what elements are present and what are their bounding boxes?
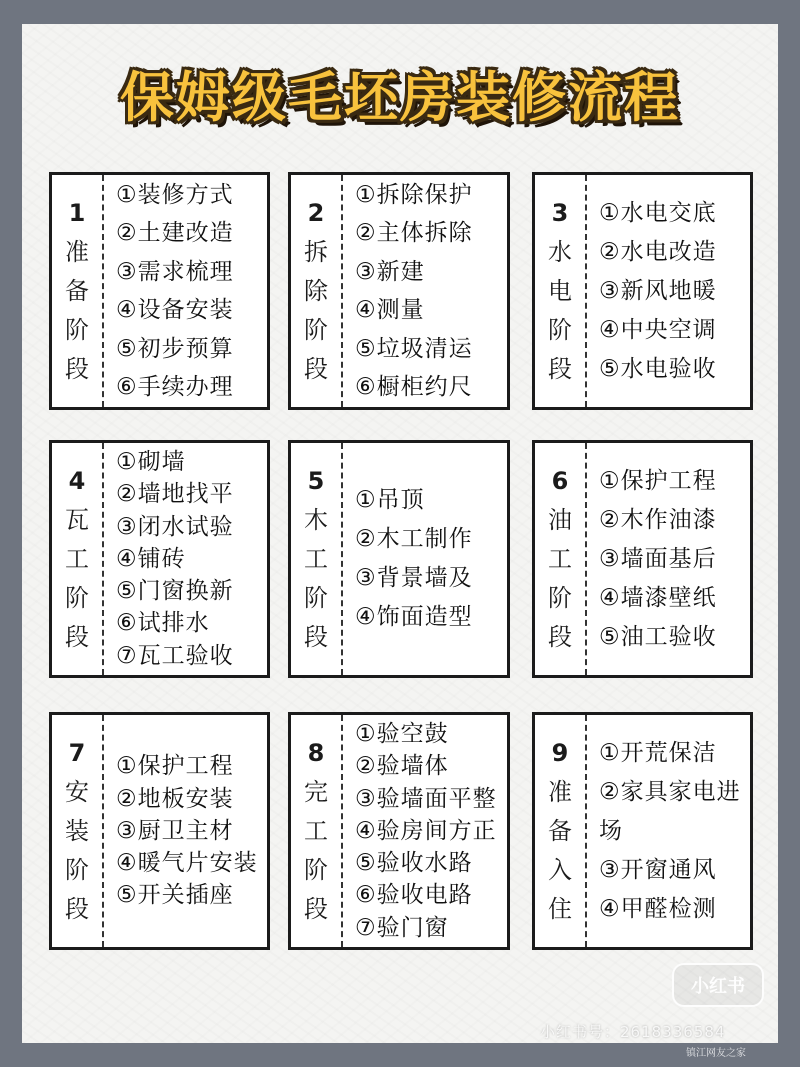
watermark-id: 小红书号：2618336584 [540, 1023, 726, 1041]
stage-label [535, 443, 587, 675]
stage-name-char: 备 [65, 276, 89, 305]
stage-items [116, 715, 263, 947]
stage-name-char: 段 [548, 622, 572, 651]
stage-item: ①开荒保洁 [599, 739, 717, 766]
stage-number: 8 [307, 738, 325, 767]
stage-card-6 [532, 440, 753, 678]
stage-item: ③闭水试验 [116, 513, 234, 540]
stage-label [535, 715, 587, 947]
stage-name-char: 段 [548, 354, 572, 383]
stage-items [116, 443, 263, 675]
stage-name-char: 除 [304, 276, 328, 305]
stage-item: ①保护工程 [116, 753, 234, 780]
stage-number: 6 [551, 466, 569, 495]
stage-number: 5 [307, 466, 325, 495]
stage-label [52, 443, 104, 675]
stage-item: ②主体拆除 [355, 220, 473, 246]
stage-item: ⑤水电验收 [599, 355, 717, 382]
stage-number: 7 [68, 738, 86, 767]
stage-item: ②木作油漆 [599, 506, 717, 533]
stage-name-char: 阶 [304, 315, 328, 344]
stage-item: ⑤门窗换新 [116, 578, 234, 605]
stage-item: ①水电交底 [599, 199, 717, 226]
stage-name-char: 油 [548, 505, 572, 534]
stage-item: ③新风地暖 [599, 277, 717, 304]
stage-item: ③需求梳理 [116, 258, 234, 285]
stage-item: ④铺砖 [116, 545, 186, 572]
stage-item: ②验墙体 [355, 753, 449, 780]
stage-items [116, 175, 263, 407]
stage-name-char: 工 [304, 816, 328, 845]
stage-name-char: 阶 [65, 315, 89, 344]
stage-name-char: 段 [304, 894, 328, 923]
stage-item: ③厨卫主材 [116, 817, 234, 844]
stage-item: ①砌墙 [116, 448, 186, 475]
stage-name-char: 阶 [548, 583, 572, 612]
stage-card-1 [49, 172, 270, 410]
stage-item: ④中央空调 [599, 316, 717, 343]
stage-item: ⑤验收水路 [355, 850, 473, 877]
watermark-logo: 小红书 [672, 963, 764, 1007]
stage-item: ⑥验收电路 [355, 882, 473, 909]
stage-item: ②家具家电进 [599, 778, 741, 805]
stage-card-7 [49, 712, 270, 950]
stage-label [535, 175, 587, 407]
stage-item: ⑤初步预算 [116, 335, 234, 362]
stage-name-char: 段 [65, 894, 89, 923]
stage-name-char: 住 [548, 894, 572, 923]
stage-card-3 [532, 172, 753, 410]
stage-name-char: 工 [304, 544, 328, 573]
stage-name-char: 工 [65, 544, 89, 573]
stage-item: ②墙地找平 [116, 481, 234, 508]
stage-name-char: 电 [548, 276, 572, 305]
stage-items [355, 715, 503, 947]
stage-name-char: 入 [548, 855, 572, 884]
stage-name-char: 段 [65, 622, 89, 651]
stage-item: ②木工制作 [355, 526, 473, 552]
stage-label [291, 715, 343, 947]
stage-card-8 [288, 712, 510, 950]
stage-items [355, 443, 503, 675]
stage-item: ①拆除保护 [355, 181, 473, 208]
stage-label [291, 443, 343, 675]
stage-item: ④设备安装 [116, 297, 234, 323]
stage-item: ⑤油工验收 [599, 623, 717, 650]
stage-name-char: 水 [548, 237, 572, 266]
stage-item: ③新建 [355, 258, 425, 285]
stage-name-char: 阶 [304, 855, 328, 884]
stage-item: ①吊顶 [355, 487, 425, 513]
stage-name-char: 备 [548, 816, 572, 845]
stage-name-char: 阶 [65, 855, 89, 884]
stage-item: ⑥试排水 [116, 610, 210, 637]
stage-item: ④饰面造型 [355, 604, 473, 630]
stage-name-char: 阶 [304, 583, 328, 612]
stage-item: ⑤垃圾清运 [355, 335, 473, 362]
stage-item: ③墙面基后 [599, 545, 717, 572]
stage-card-2 [288, 172, 510, 410]
stage-name-char: 准 [548, 777, 572, 806]
stage-items [599, 175, 746, 407]
stage-item: ⑦瓦工验收 [116, 642, 234, 669]
watermark-site: 镇江网友之家 [686, 1048, 746, 1059]
stage-name-char: 段 [65, 354, 89, 383]
stage-item: ②地板安装 [116, 785, 234, 812]
stage-name-char: 装 [65, 816, 89, 845]
stage-label [52, 715, 104, 947]
stage-item: ②土建改造 [116, 220, 234, 246]
stage-number: 2 [307, 198, 325, 227]
stage-name-char: 阶 [65, 583, 89, 612]
stage-items [355, 175, 503, 407]
stage-item: ⑤开关插座 [116, 882, 234, 909]
stage-name-char: 段 [304, 354, 328, 383]
stage-item: ②水电改造 [599, 238, 717, 265]
stage-item: 场 [599, 817, 623, 844]
stage-card-4 [49, 440, 270, 678]
stage-number: 4 [68, 466, 86, 495]
stage-number: 3 [551, 198, 569, 227]
stage-item: ①装修方式 [116, 181, 234, 208]
stage-item: ③背景墙及 [355, 565, 473, 591]
stage-card-5 [288, 440, 510, 678]
stage-item: ①验空鼓 [355, 720, 449, 747]
stage-item: ④测量 [355, 297, 425, 323]
stage-item: ③开窗通风 [599, 856, 717, 883]
stage-number: 1 [68, 198, 86, 227]
page-title: 保姆级毛坯房装修流程 [120, 66, 680, 129]
stage-item: ④甲醛检测 [599, 895, 717, 922]
stage-item: ①保护工程 [599, 467, 717, 494]
stage-name-char: 安 [65, 777, 89, 806]
stage-item: ④墙漆壁纸 [599, 584, 717, 611]
stage-name-char: 完 [304, 777, 328, 806]
stage-item: ⑦验门窗 [355, 914, 449, 941]
stage-item: ③验墙面平整 [355, 785, 497, 812]
stage-label [291, 175, 343, 407]
stage-name-char: 工 [548, 544, 572, 573]
stage-name-char: 瓦 [65, 505, 89, 534]
stage-name-char: 木 [304, 505, 328, 534]
stage-label [52, 175, 104, 407]
stage-name-char: 准 [65, 237, 89, 266]
stage-card-9 [532, 712, 753, 950]
stage-items [599, 715, 746, 947]
stage-name-char: 阶 [548, 315, 572, 344]
stage-name-char: 拆 [304, 237, 328, 266]
stage-item: ④暖气片安装 [116, 850, 258, 877]
stage-name-char: 段 [304, 622, 328, 651]
stage-item: ⑥手续办理 [116, 374, 234, 400]
stage-item: ⑥橱柜约尺 [355, 374, 473, 400]
stage-number: 9 [551, 738, 569, 767]
stage-item: ④验房间方正 [355, 817, 497, 844]
stage-items [599, 443, 746, 675]
